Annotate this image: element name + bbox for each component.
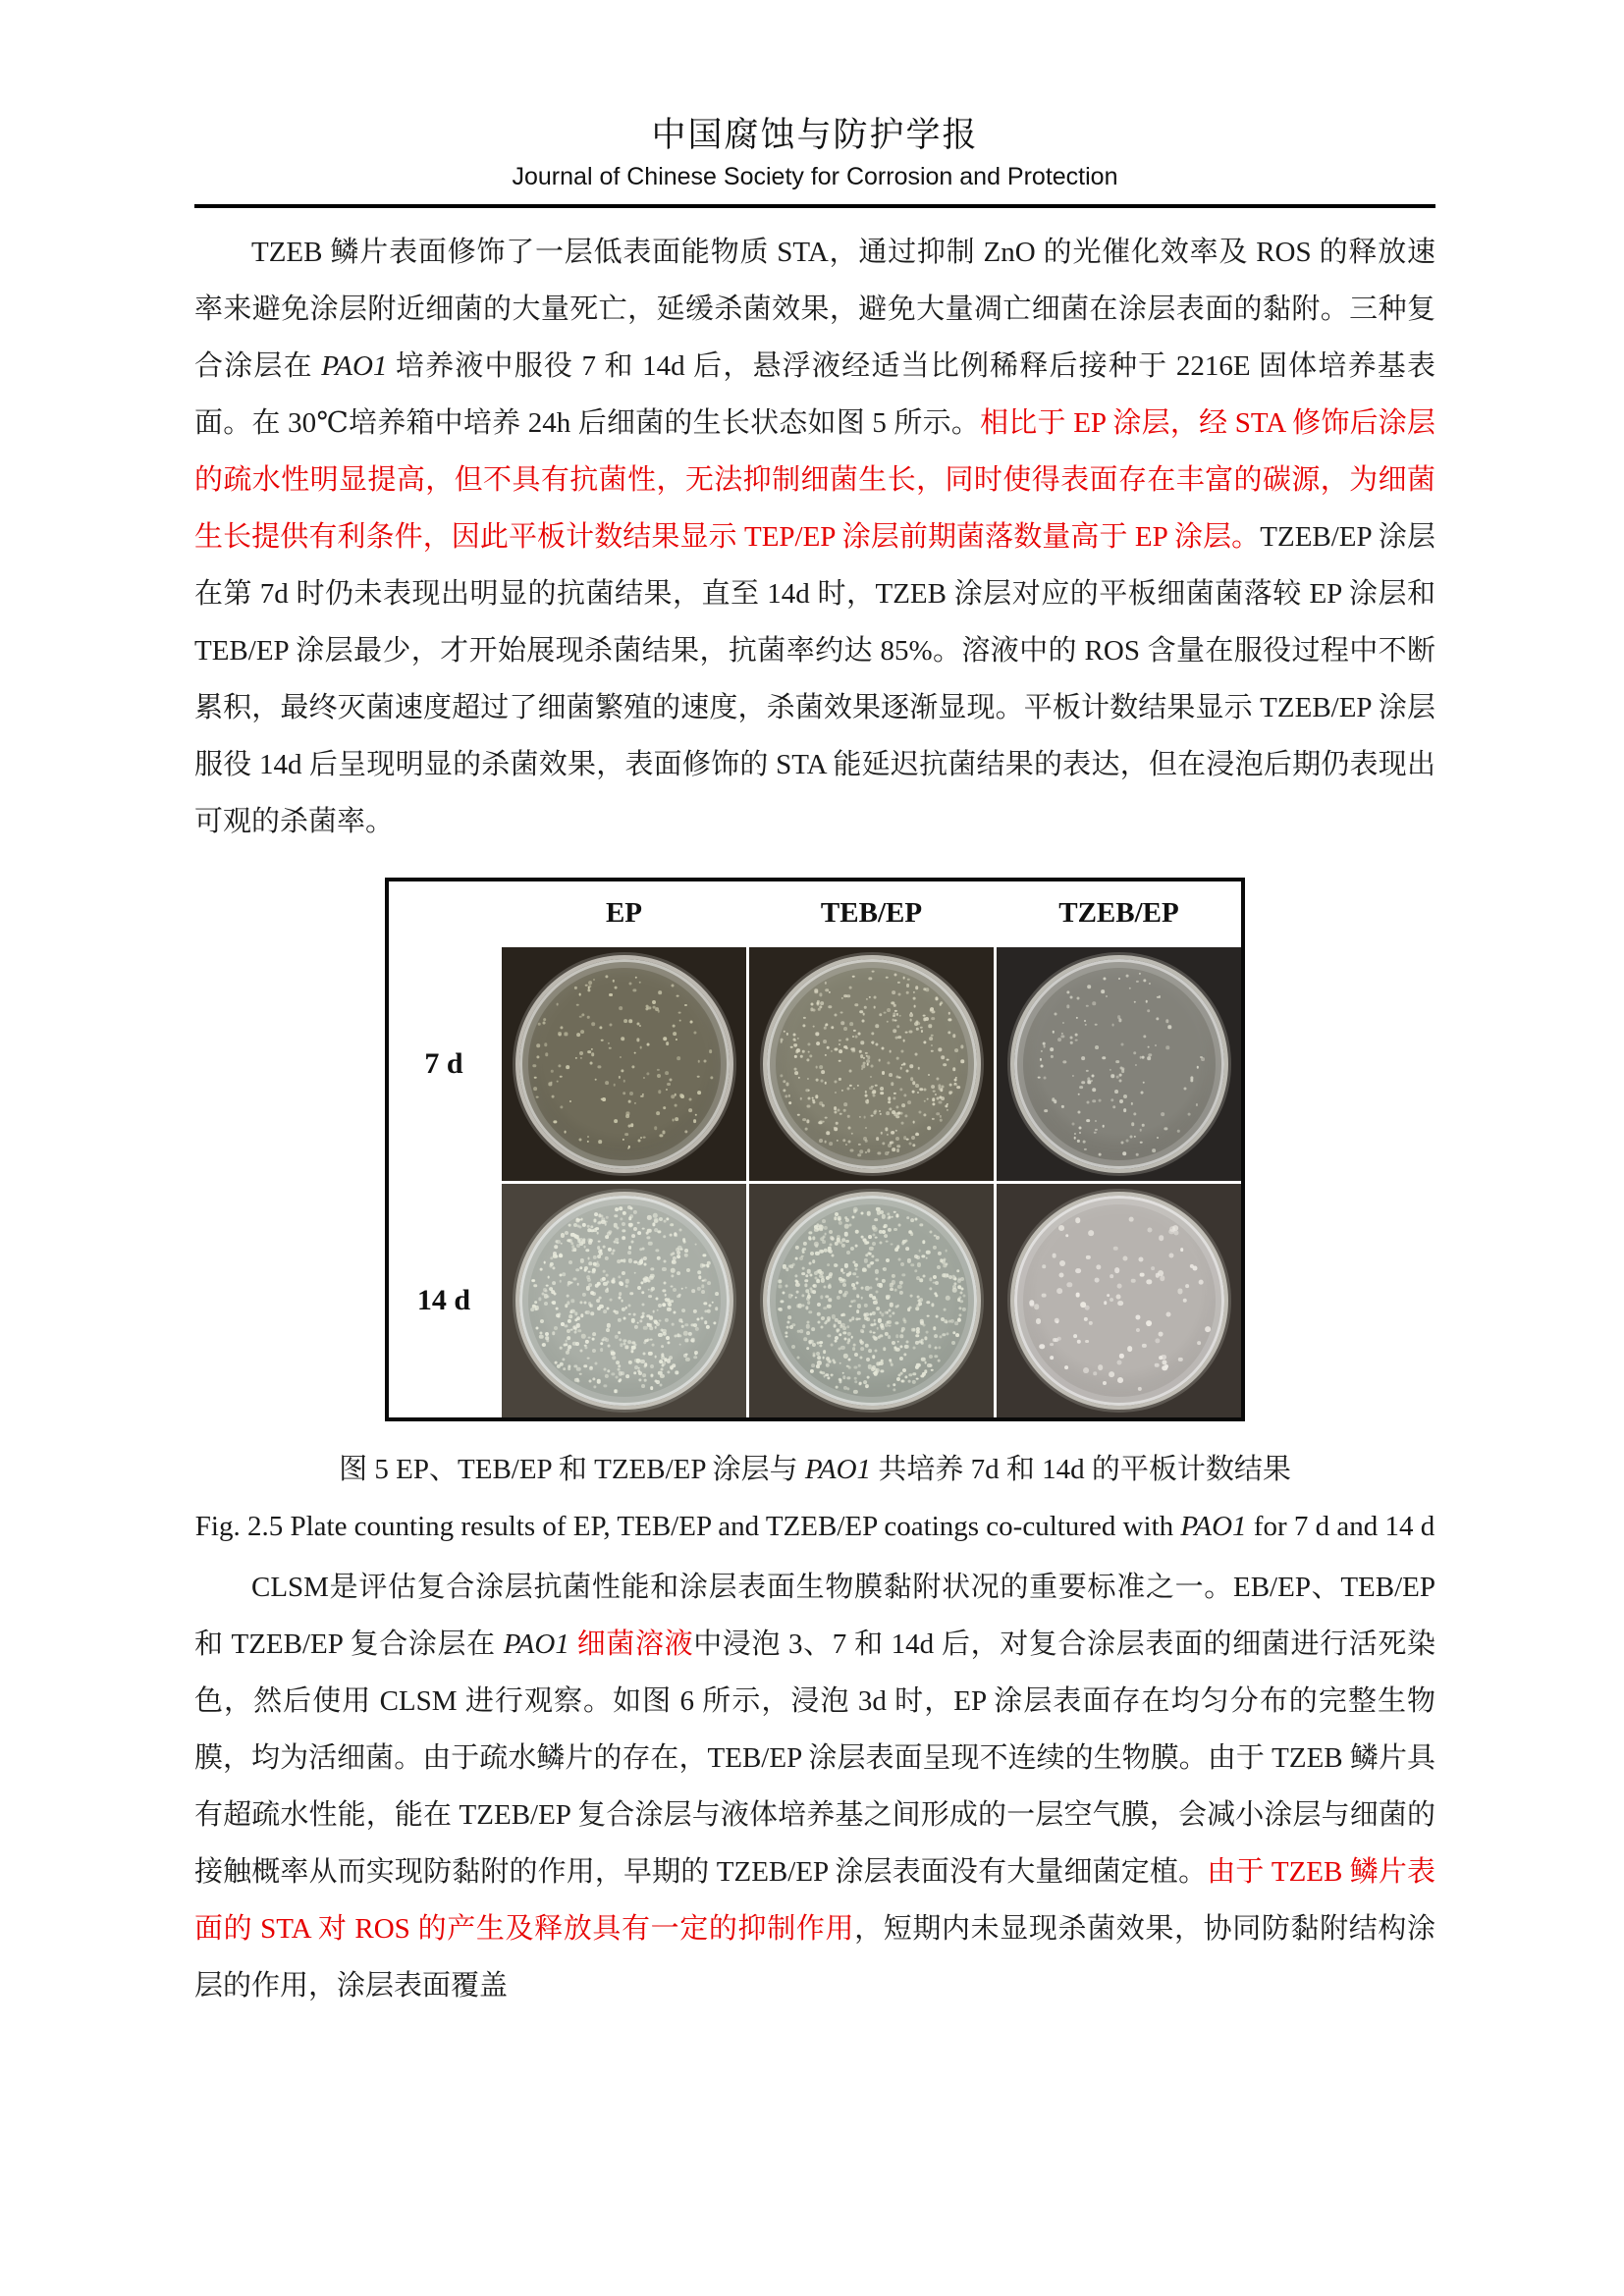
figure-column-header-ep: EP bbox=[502, 881, 746, 944]
dish-cell-7d-teb-ep bbox=[749, 947, 994, 1181]
figure-caption-zh: 图 5 EP、TEB/EP 和 TZEB/EP 涂层与 PAO1 共培养 7d 和 14d 的平板计数结果 bbox=[339, 1454, 1291, 1485]
figure-caption-en: Fig. 2.5 Plate counting results of EP, TEB/EP and TZEB/EP coatings co-cultured with PAO1 for 7 d and 14 d bbox=[194, 1511, 1435, 1542]
figure-row-label-14d: 14 d bbox=[389, 1184, 499, 1417]
dish-cell-7d-tzeb-ep bbox=[997, 947, 1241, 1181]
dish-cell-14d-teb-ep bbox=[749, 1184, 994, 1417]
dish-cell-7d-ep bbox=[502, 947, 746, 1181]
dish-cell-14d-tzeb-ep bbox=[997, 1184, 1241, 1417]
header-divider bbox=[194, 204, 1435, 208]
petri-dish-14d-teb-ep bbox=[767, 1196, 977, 1406]
journal-title-zh: 中国腐蚀与防护学报 bbox=[651, 116, 979, 154]
figure-column-header-tzeb-ep: TZEB/EP bbox=[997, 881, 1241, 944]
paragraph-1: TZEB 鳞片表面修饰了一层低表面能物质 STA，通过抑制 ZnO 的光催化效率及 ROS 的释放速率来避免涂层附近细菌的大量死亡，延缓杀菌效果，避免大量凋亡细菌在涂层表面的黏附。三种复合涂层在 PAO1 培养液中服役 7 和 14d 后，悬浮液经适当比例稀释后接种于 2216E 固体培养基表面。在 30℃培养箱中培养 24h 后细菌的生长状态如图 5 所示。相比于 EP 涂层，经 STA 修饰后涂层的疏水性明显提高，但不具有抗菌性，无法抑制细菌生长，同时使得表面存在丰富的碳源，为细菌生长提供有利条件，因此平板计数结果显示 TEP/EP 涂层前期菌落数量高于 EP 涂层。TZEB/EP 涂层在第 7d 时仍未表现出明显的抗菌结果，直至 14d 时，TZEB 涂层对应的平板细菌菌落较 EP 涂层和 TEB/EP 涂层最少，才开始展现杀菌结果，抗菌率约达 85%。溶液中的 ROS 含量在服役过程中不断累积，最终灭菌速度超过了细菌繁殖的速度，杀菌效果逐渐显现。平板计数结果显示 TZEB/EP 涂层服役 14d 后呈现明显的杀菌效果，表面修饰的 STA 能延迟抗菌结果的表达，但在浸泡后期仍表现出可观的杀菌率。 bbox=[194, 237, 1435, 837]
figure-corner-cell bbox=[389, 881, 499, 944]
petri-dish-7d-ep bbox=[519, 959, 730, 1169]
petri-dish-7d-tzeb-ep bbox=[1014, 959, 1224, 1169]
figure-column-header-teb-ep: TEB/EP bbox=[749, 881, 994, 944]
journal-title-en: Journal of Chinese Society for Corrosion and Protection bbox=[512, 163, 1118, 190]
figure-plate-counting bbox=[385, 878, 1245, 1421]
figure-row-label-7d: 7 d bbox=[389, 947, 499, 1181]
petri-dish-7d-teb-ep bbox=[767, 959, 977, 1169]
petri-dish-14d-tzeb-ep bbox=[1014, 1196, 1224, 1406]
petri-dish-14d-ep bbox=[519, 1196, 730, 1406]
figure-grid bbox=[385, 878, 1245, 1421]
paragraph-2: CLSM是评估复合涂层抗菌性能和涂层表面生物膜黏附状况的重要标准之一。EB/EP、TEB/EP 和 TZEB/EP 复合涂层在 PAO1 细菌溶液中浸泡 3、7 和 14d 后，对复合涂层表面的细菌进行活死染色，然后使用 CLSM 进行观察。如图 6 所示，浸泡 3d 时，EP 涂层表面存在均匀分布的完整生物膜，均为活细菌。由于疏水鳞片的存在，TEB/EP 涂层表面呈现不连续的生物膜。由于 TZEB 鳞片具有超疏水性能，能在 TZEB/EP 复合涂层与液体培养基之间形成的一层空气膜，会减小涂层与细菌的接触概率从而实现防黏附的作用，早期的 TZEB/EP 涂层表面没有大量细菌定植。由于 TZEB 鳞片表面的 STA 对 ROS 的产生及释放具有一定的抑制作用，短期内未显现杀菌效果，协同防黏附结构涂层的作用，涂层表面覆盖 bbox=[194, 1572, 1436, 2002]
dish-cell-14d-ep bbox=[502, 1184, 746, 1417]
